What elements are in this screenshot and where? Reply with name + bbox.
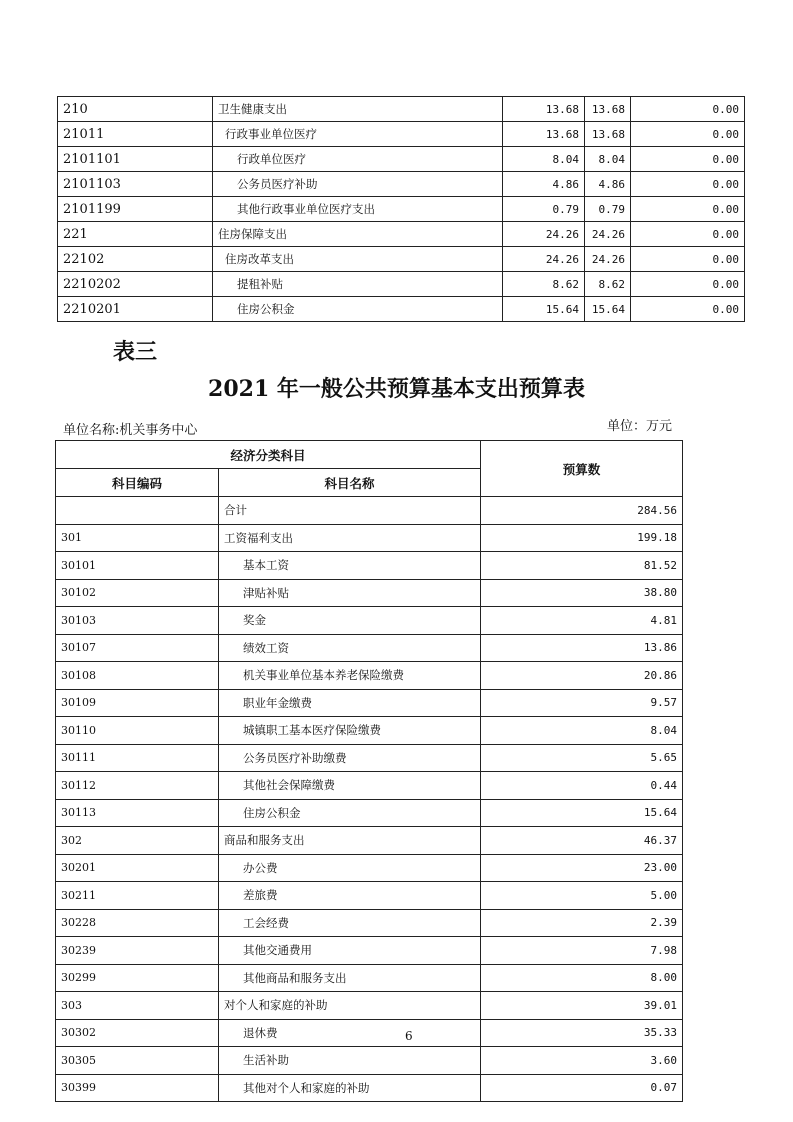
budget-amount-cell: 38.80: [481, 579, 683, 607]
project-amount-cell: 0.00: [631, 297, 745, 322]
subject-code-cell: 30399: [56, 1074, 219, 1102]
project-amount-cell: 0.00: [631, 272, 745, 297]
subject-name-cell: 退休费: [219, 1019, 481, 1047]
basic-amount-cell: 4.86: [585, 172, 631, 197]
subject-code-cell: 2101101: [58, 147, 213, 172]
total-amount-cell: 0.79: [503, 197, 585, 222]
budget-amount-cell: 5.65: [481, 744, 683, 772]
subject-code-cell: 2101103: [58, 172, 213, 197]
budget-amount-cell: 15.64: [481, 799, 683, 827]
subject-code-cell: 22102: [58, 247, 213, 272]
table-row: [56, 607, 683, 635]
budget-amount-cell: 284.56: [481, 497, 683, 525]
subject-name-cell: 其他社会保障缴费: [219, 772, 481, 800]
table-row: [58, 147, 745, 172]
basic-amount-cell: 15.64: [585, 297, 631, 322]
subject-name-cell: 基本工资: [219, 552, 481, 580]
table-row: [56, 882, 683, 910]
project-amount-cell: 0.00: [631, 122, 745, 147]
subject-name-cell: 行政事业单位医疗: [213, 122, 503, 147]
page-number: 6: [405, 1029, 413, 1043]
table-row: [58, 122, 745, 147]
subject-code-cell: 2210201: [58, 297, 213, 322]
subject-code-cell: 2101199: [58, 197, 213, 222]
continued-table-body: [58, 97, 745, 322]
subject-name-cell: 合计: [219, 497, 481, 525]
budget-amount-cell: 9.57: [481, 689, 683, 717]
budget-amount-cell: 3.60: [481, 1047, 683, 1075]
subject-code-cell: 30239: [56, 937, 219, 965]
table-row: [56, 552, 683, 580]
budget-amount-cell: 4.81: [481, 607, 683, 635]
budget-amount-cell: 199.18: [481, 524, 683, 552]
total-amount-cell: 13.68: [503, 122, 585, 147]
budget-amount-cell: 5.00: [481, 882, 683, 910]
table-row: [56, 937, 683, 965]
table-row: [56, 1074, 683, 1102]
table-row: [56, 992, 683, 1020]
table-row: [58, 222, 745, 247]
subject-name-cell: 城镇职工基本医疗保险缴费: [219, 717, 481, 745]
subject-code-cell: 30108: [56, 662, 219, 690]
subject-code-cell: 30110: [56, 717, 219, 745]
subject-name-cell: 住房改革支出: [213, 247, 503, 272]
table-row: [56, 634, 683, 662]
table-row: [56, 689, 683, 717]
subject-code-cell: 30228: [56, 909, 219, 937]
subject-name-cell: 其他商品和服务支出: [219, 964, 481, 992]
subject-name-cell: 工会经费: [219, 909, 481, 937]
table-row: [56, 827, 683, 855]
table-row: [58, 197, 745, 222]
project-amount-cell: 0.00: [631, 222, 745, 247]
budget-amount-cell: 8.00: [481, 964, 683, 992]
basic-amount-cell: 24.26: [585, 222, 631, 247]
header-subject-code: 科目编码: [56, 469, 219, 497]
table-row: [56, 909, 683, 937]
subject-code-cell: 30111: [56, 744, 219, 772]
page-title: 2021 年一般公共预算基本支出预算表: [208, 376, 585, 402]
table-row: [56, 772, 683, 800]
budget-amount-cell: 46.37: [481, 827, 683, 855]
subject-name-cell: 机关事业单位基本养老保险缴费: [219, 662, 481, 690]
subject-name-cell: 卫生健康支出: [213, 97, 503, 122]
subject-name-cell: 提租补贴: [213, 272, 503, 297]
subject-name-cell: 办公费: [219, 854, 481, 882]
subject-name-cell: 住房保障支出: [213, 222, 503, 247]
total-amount-cell: 24.26: [503, 247, 585, 272]
basic-amount-cell: 8.04: [585, 147, 631, 172]
subject-name-cell: 津贴补贴: [219, 579, 481, 607]
subject-name-cell: 商品和服务支出: [219, 827, 481, 855]
basic-amount-cell: 24.26: [585, 247, 631, 272]
budget-amount-cell: 81.52: [481, 552, 683, 580]
continued-budget-table: [57, 96, 745, 322]
table-row: [56, 1019, 683, 1047]
subject-name-cell: 工资福利支出: [219, 524, 481, 552]
table-row: [56, 744, 683, 772]
subject-name-cell: 住房公积金: [219, 799, 481, 827]
subject-code-cell: 30112: [56, 772, 219, 800]
header-subject-name: 科目名称: [219, 469, 481, 497]
basic-amount-cell: 13.68: [585, 122, 631, 147]
budget-amount-cell: 23.00: [481, 854, 683, 882]
subject-name-cell: 其他交通费用: [219, 937, 481, 965]
subject-code-cell: 301: [56, 524, 219, 552]
total-amount-cell: 4.86: [503, 172, 585, 197]
main-table-body: [56, 497, 683, 1102]
total-amount-cell: 8.04: [503, 147, 585, 172]
subject-code-cell: 303: [56, 992, 219, 1020]
subject-name-cell: 公务员医疗补助: [213, 172, 503, 197]
budget-amount-cell: 8.04: [481, 717, 683, 745]
budget-amount-cell: 0.44: [481, 772, 683, 800]
subject-code-cell: 30211: [56, 882, 219, 910]
subject-code-cell: 210: [58, 97, 213, 122]
subject-name-cell: 行政单位医疗: [213, 147, 503, 172]
table-row: [56, 1047, 683, 1075]
subject-name-cell: 住房公积金: [213, 297, 503, 322]
subject-code-cell: 30302: [56, 1019, 219, 1047]
basic-amount-cell: 0.79: [585, 197, 631, 222]
table-row: [56, 662, 683, 690]
basic-expenditure-budget-table: [55, 440, 683, 1102]
subject-name-cell: 生活补助: [219, 1047, 481, 1075]
table-row: [58, 272, 745, 297]
subject-name-cell: 对个人和家庭的补助: [219, 992, 481, 1020]
table-row: [56, 579, 683, 607]
subject-code-cell: 221: [58, 222, 213, 247]
budget-amount-cell: 20.86: [481, 662, 683, 690]
subject-code-cell: 21011: [58, 122, 213, 147]
header-budget-amount: 预算数: [481, 441, 683, 497]
unit-label: 单位：万元: [607, 419, 673, 434]
subject-name-cell: 其他行政事业单位医疗支出: [213, 197, 503, 222]
table-row: [56, 854, 683, 882]
budget-amount-cell: 0.07: [481, 1074, 683, 1102]
table-row: [58, 247, 745, 272]
total-amount-cell: 13.68: [503, 97, 585, 122]
table-row: [56, 964, 683, 992]
unit-name: 单位名称:机关事务中心: [63, 423, 198, 438]
basic-amount-cell: 8.62: [585, 272, 631, 297]
subject-code-cell: 30107: [56, 634, 219, 662]
subject-name-cell: 职业年金缴费: [219, 689, 481, 717]
header-row-group: [56, 441, 683, 469]
subject-code-cell: 30109: [56, 689, 219, 717]
section-label: 表三: [113, 340, 158, 365]
project-amount-cell: 0.00: [631, 97, 745, 122]
subject-code-cell: [56, 497, 219, 525]
subject-code-cell: 30103: [56, 607, 219, 635]
subject-code-cell: 30299: [56, 964, 219, 992]
table-row: [58, 297, 745, 322]
table-row: [56, 524, 683, 552]
subject-name-cell: 其他对个人和家庭的补助: [219, 1074, 481, 1102]
project-amount-cell: 0.00: [631, 247, 745, 272]
project-amount-cell: 0.00: [631, 197, 745, 222]
budget-amount-cell: 13.86: [481, 634, 683, 662]
total-amount-cell: 15.64: [503, 297, 585, 322]
subject-code-cell: 30305: [56, 1047, 219, 1075]
subject-code-cell: 30201: [56, 854, 219, 882]
project-amount-cell: 0.00: [631, 172, 745, 197]
basic-amount-cell: 13.68: [585, 97, 631, 122]
table-row: [56, 799, 683, 827]
subject-name-cell: 绩效工资: [219, 634, 481, 662]
subject-code-cell: 30101: [56, 552, 219, 580]
table-row: [58, 172, 745, 197]
header-economic-classification: 经济分类科目: [56, 441, 481, 469]
total-amount-cell: 8.62: [503, 272, 585, 297]
subject-name-cell: 奖金: [219, 607, 481, 635]
budget-amount-cell: 39.01: [481, 992, 683, 1020]
project-amount-cell: 0.00: [631, 147, 745, 172]
subject-code-cell: 302: [56, 827, 219, 855]
budget-amount-cell: 35.33: [481, 1019, 683, 1047]
subject-code-cell: 2210202: [58, 272, 213, 297]
subject-name-cell: 差旅费: [219, 882, 481, 910]
subject-code-cell: 30113: [56, 799, 219, 827]
table-row: [56, 497, 683, 525]
table-row: [58, 97, 745, 122]
budget-amount-cell: 2.39: [481, 909, 683, 937]
subject-name-cell: 公务员医疗补助缴费: [219, 744, 481, 772]
total-amount-cell: 24.26: [503, 222, 585, 247]
subject-code-cell: 30102: [56, 579, 219, 607]
table-row: [56, 717, 683, 745]
budget-amount-cell: 7.98: [481, 937, 683, 965]
